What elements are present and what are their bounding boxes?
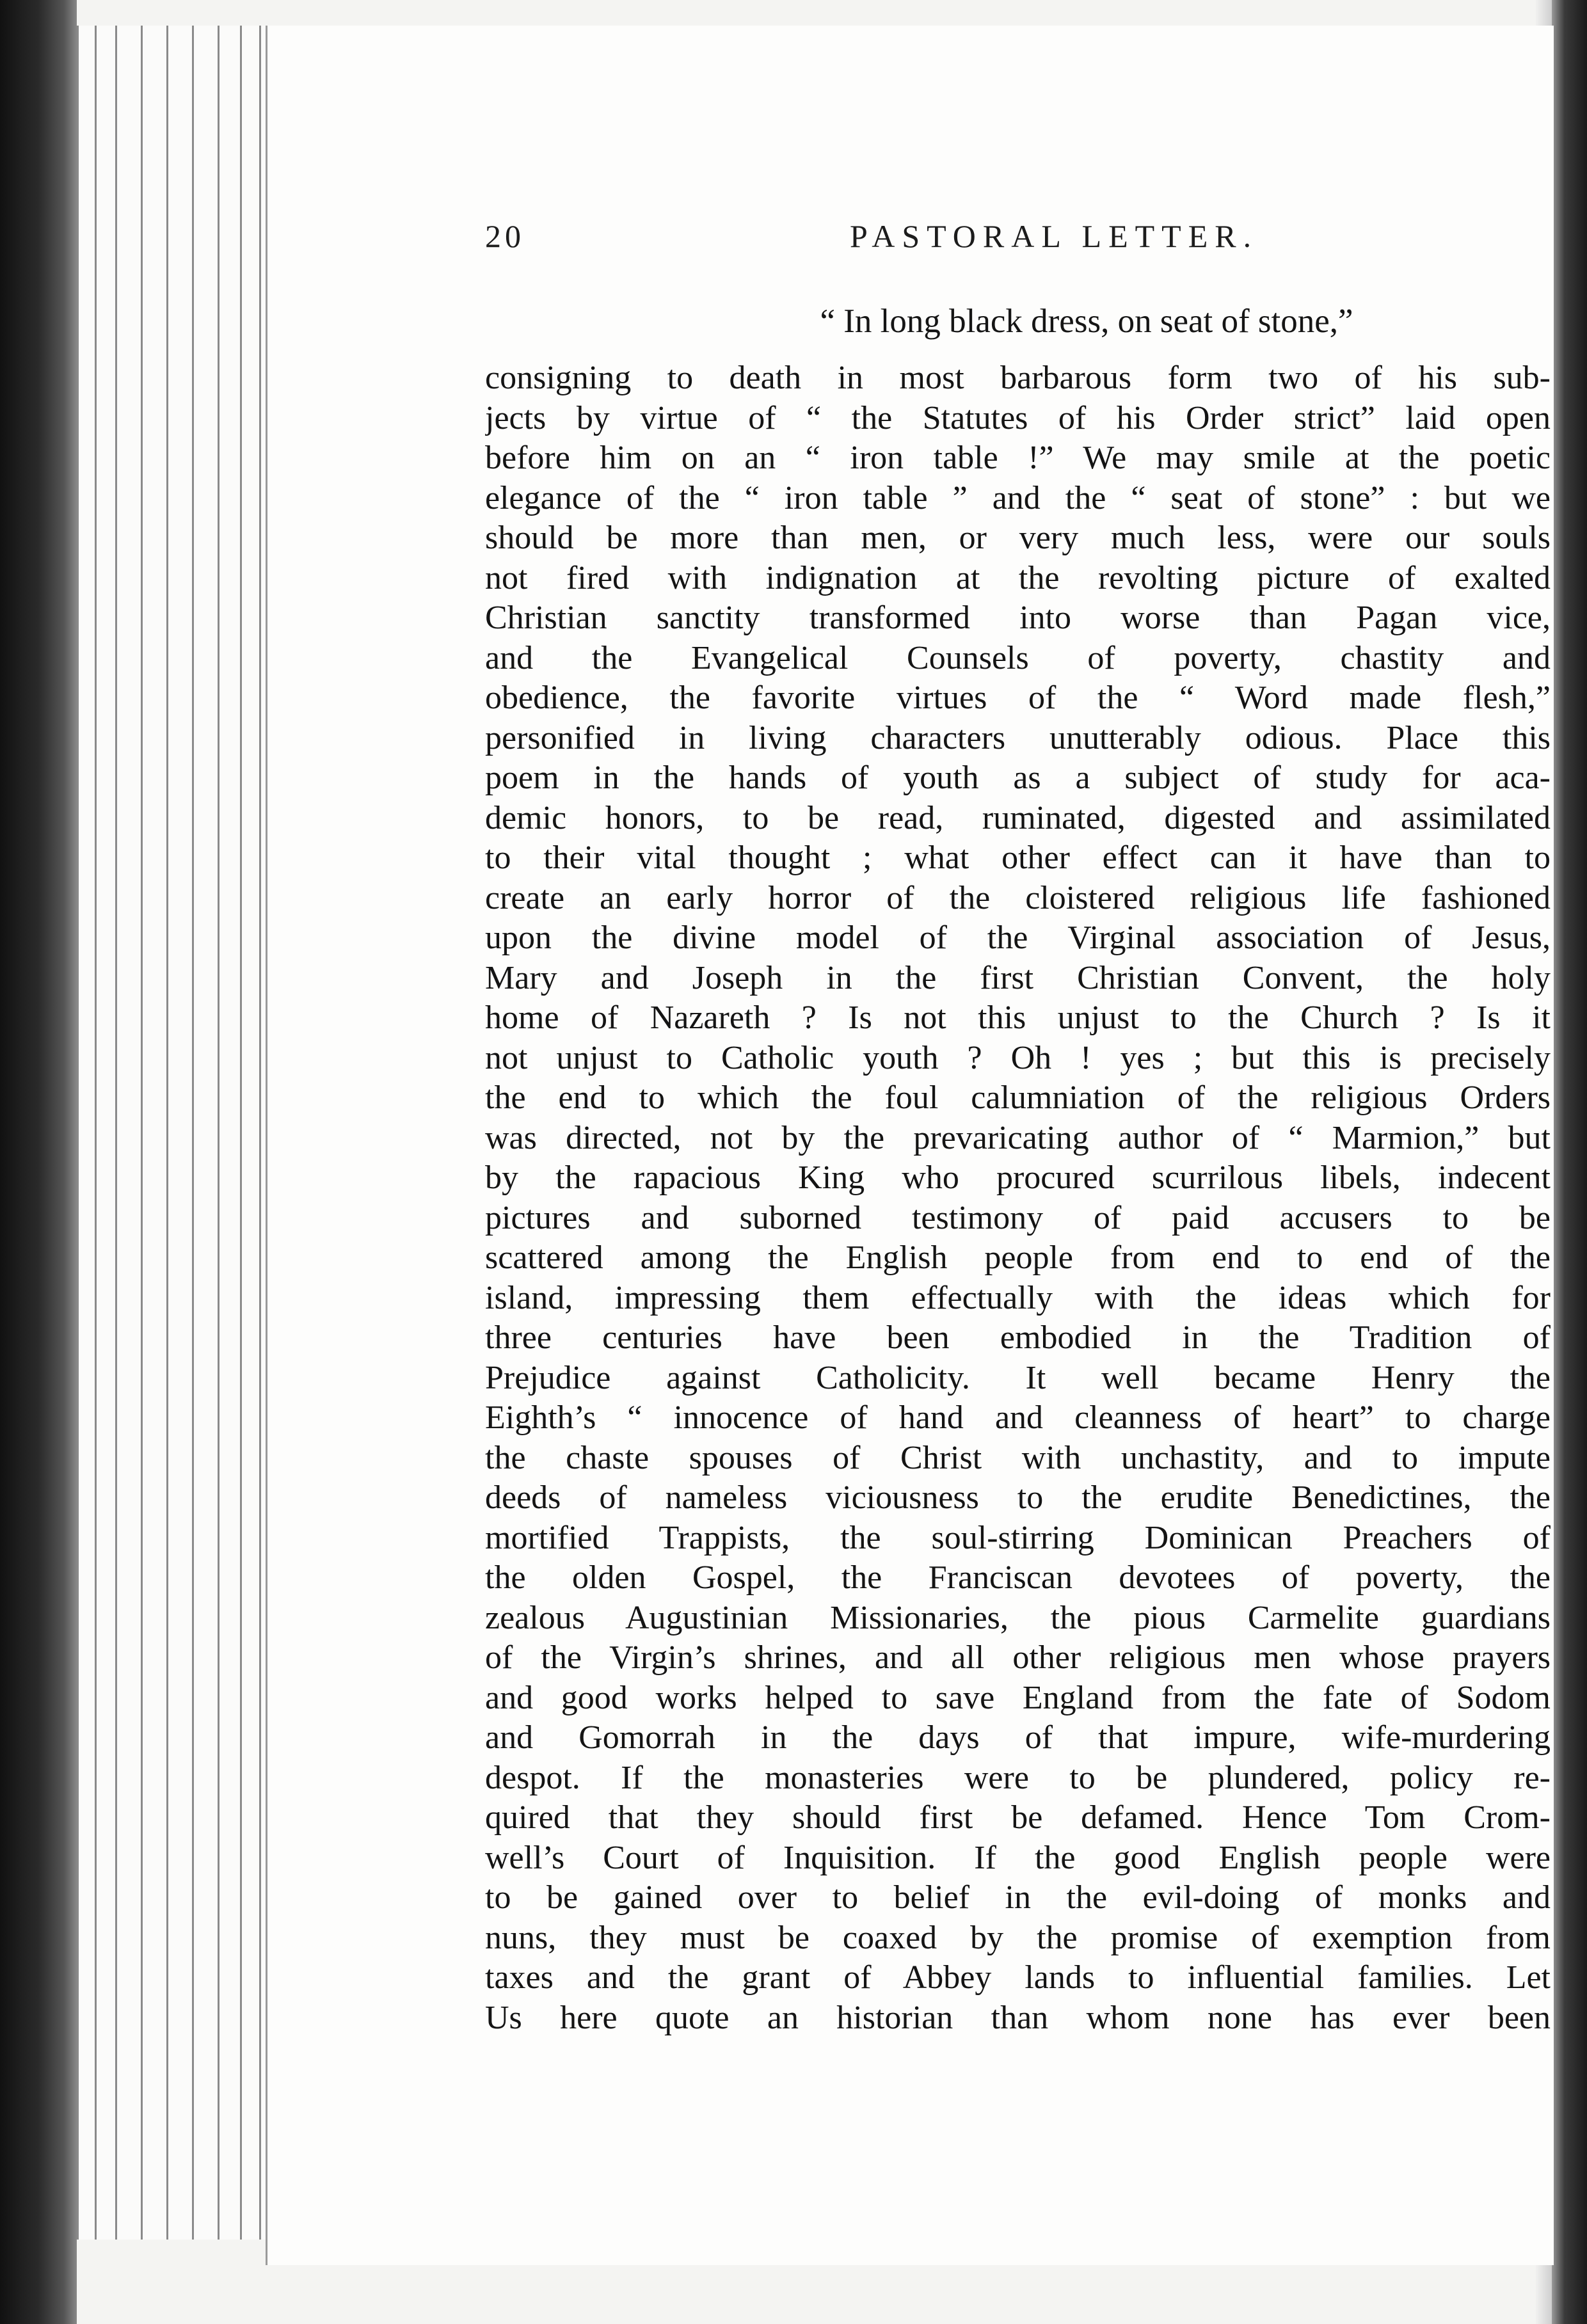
text-line: should be more than men, or very much less, were our souls [485,520,1551,556]
running-title: PASTORAL LETTER. [850,218,1259,254]
text-line: was directed, not by the prevaricating author of “ Marmion,” but [485,1119,1551,1156]
text-line: poem in the hands of youth as a subject of study for aca- [485,760,1551,796]
running-head [485,218,1587,269]
text-line: to their vital thought ; what other effect can it have than to [485,840,1551,876]
text-line: Christian sanctity transformed into worse than Pagan vice, [485,600,1551,636]
text-line: nuns, they must be coaxed by the promise of exemption from [485,1919,1551,1956]
text-line: create an early horror of the cloistered religious life fashioned [485,879,1551,916]
text-line: island, impressing them effectually with the ideas which for [485,1279,1551,1316]
text-line: the olden Gospel, the Franciscan devotees of poverty, the [485,1559,1551,1596]
text-line: demic honors, to be read, ruminated, digested and assimilated [485,799,1551,836]
book-page [266,26,1554,2265]
text-line: and the Evangelical Counsels of poverty, chastity and [485,639,1551,676]
page-number: 20 [485,218,525,254]
text-line: Prejudice against Catholicity. It well became Henry the [485,1359,1551,1396]
text-line: deeds of nameless viciousness to the erudite Benedictines, the [485,1479,1551,1516]
text-line: well’s Court of Inquisition. If the good English people were [485,1839,1551,1876]
text-line: to be gained over to belief in the evil-doing of monks and [485,1879,1551,1916]
text-line: personified in living characters unutterably odious. Place this [485,719,1551,756]
text-line: consigning to death in most barbarous form two of his sub- [485,360,1551,396]
text-line: pictures and suborned testimony of paid accusers to be [485,1199,1551,1236]
text-line: not fired with indignation at the revolting picture of exalted [485,559,1551,596]
scan-edge-left [0,0,77,2324]
text-line: home of Nazareth ? Is not this unjust to the Church ? Is it [485,999,1551,1036]
text-line: Us here quote an historian than whom none has ever been [485,1999,1551,2036]
text-line: jects by virtue of “ the Statutes of his Order strict” laid open [485,399,1551,436]
text-line: scattered among the English people from end to end of the [485,1239,1551,1276]
text-line: before him on an “ iron table !” We may smile at the poetic [485,440,1551,476]
text-line: despot. If the monasteries were to be plundered, policy re- [485,1759,1551,1796]
body-text [485,358,1551,2038]
text-line: zealous Augustinian Missionaries, the pious Carmelite guardians [485,1599,1551,1636]
text-line: upon the divine model of the Virginal association of Jesus, [485,919,1551,956]
text-line: obedience, the favorite virtues of the “ Word made flesh,” [485,680,1551,716]
text-line: the end to which the foul calumniation of the religious Orders [485,1079,1551,1116]
text-line: quired that they should first be defamed. Hence Tom Crom- [485,1799,1551,1836]
scan-edge-right [1552,0,1587,2324]
epigraph-quote: “ In long black dress, on seat of stone,” [820,303,1353,340]
text-line: Eighth’s “ innocence of hand and cleanness of heart” to charge [485,1399,1551,1436]
text-line: by the rapacious King who procured scurrilous libels, indecent [485,1159,1551,1196]
text-line: and Gomorrah in the days of that impure, wife-murdering [485,1719,1551,1756]
text-line: mortified Trappists, the soul-stirring Dominican Preachers of [485,1519,1551,1556]
text-line: three centuries have been embodied in the Tradition of [485,1319,1551,1356]
text-line: the chaste spouses of Christ with unchastity, and to impute [485,1439,1551,1476]
text-line: and good works helped to save England from the fate of Sodom [485,1679,1551,1716]
text-line: taxes and the grant of Abbey lands to influential families. Let [485,1959,1551,1996]
text-line: not unjust to Catholic youth ? Oh ! yes ; but this is precisely [485,1039,1551,1076]
text-line: elegance of the “ iron table ” and the “ seat of stone” : but we [485,479,1551,516]
text-line: of the Virgin’s shrines, and all other religious men whose prayers [485,1639,1551,1676]
text-line: Mary and Joseph in the first Christian Convent, the holy [485,959,1551,996]
